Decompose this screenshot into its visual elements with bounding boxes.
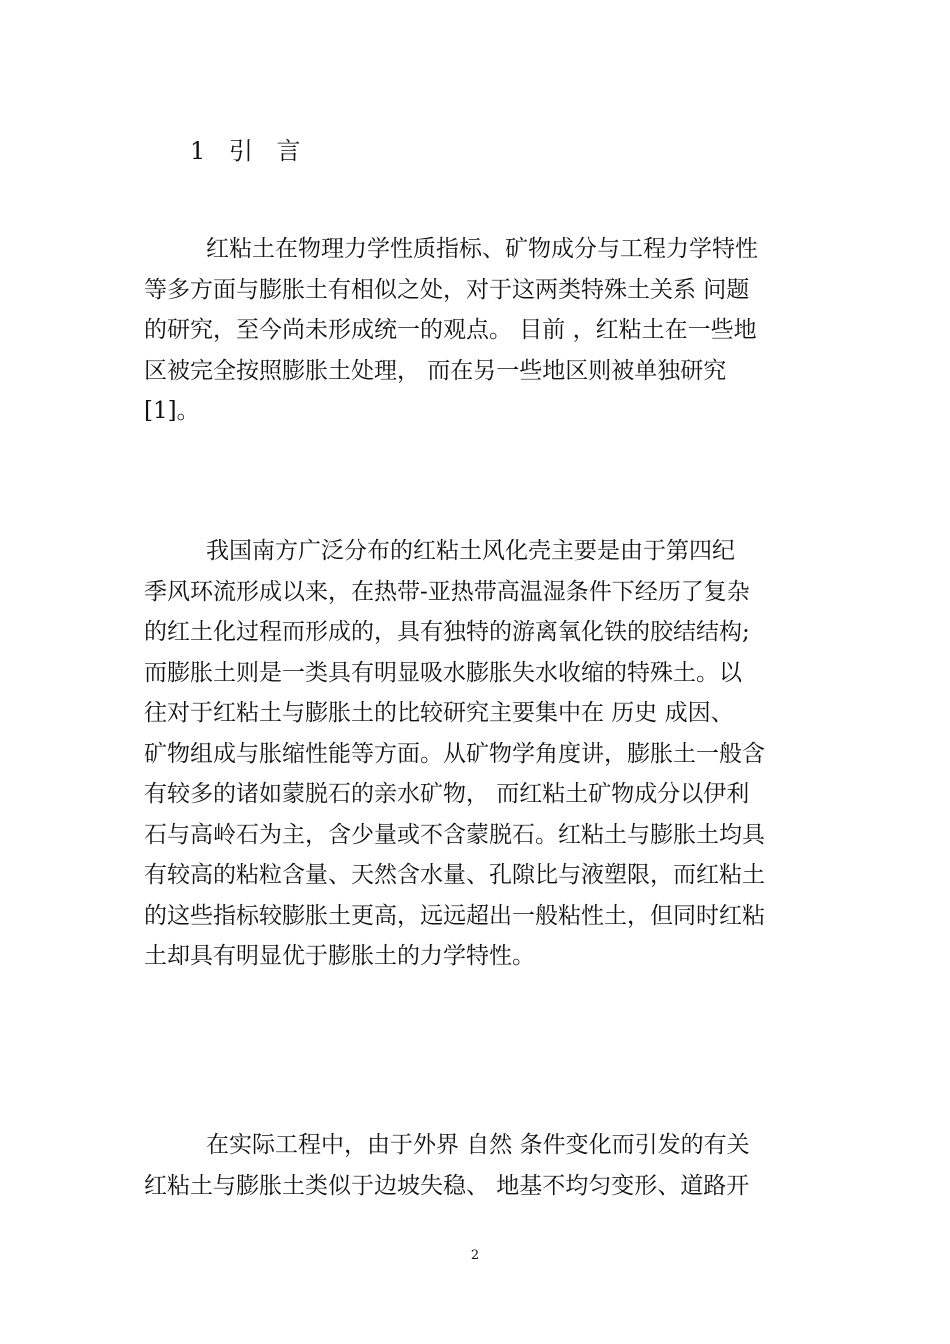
text-line: 的红土化过程而形成的，具有独特的游离氧化铁的胶结结构; <box>144 619 750 645</box>
text-line: 等多方面与膨胀土有相似之处，对于这两类特殊土关系 问题 <box>144 276 750 303</box>
text-line: 矿物组成与胀缩性能等方面。从矿物学角度讲，膨胀土一般含 <box>144 740 765 767</box>
text-line: 有较高的粘粒含量、天然含水量、孔隙比与液塑限，而红粘土 <box>144 862 765 888</box>
text-line: 区被完全按照膨胀土处理， 而在另一些地区则被单独研究 <box>144 357 727 384</box>
text-line: 季风环流形成以来，在热带-亚热带高温湿条件下经历了复杂 <box>144 578 750 605</box>
text-line: 红粘土与膨胀土类似于边坡失稳、 地基不均匀变形、道路开 <box>144 1172 750 1199</box>
text-line: [1]。 <box>144 398 200 424</box>
text-line: 土却具有明显优于膨胀土的力学特性。 <box>144 943 535 969</box>
text-line: 而膨胀土则是一类具有明显吸水膨胀失水收缩的特殊土。以 <box>144 659 742 686</box>
text-line: 往对于红粘土与膨胀土的比较研究主要集中在 历史 成因、 <box>144 700 734 726</box>
text-line: 石与高岭石为主，含少量或不含蒙脱石。红粘土与膨胀土均具 <box>144 821 765 848</box>
text-line: 有较多的诸如蒙脱石的亲水矿物， 而红粘土矿物成分以伊利 <box>144 781 750 807</box>
text-line: 的研究，至今尚未形成统一的观点。 目前 ，红粘土在一些地 <box>144 317 757 343</box>
text-line: 红粘土在物理力学性质指标、矿物成分与工程力学特性 <box>206 236 758 262</box>
section-heading: 1 引 言 <box>190 137 309 165</box>
text-line: 在实际工程中，由于外界 自然 条件变化而引发的有关 <box>206 1132 750 1158</box>
paragraph-1 <box>144 229 812 432</box>
text-line: 我国南方广泛分布的红粘土风化壳主要是由于第四纪 <box>206 538 735 564</box>
page-number: 2 <box>470 1248 480 1263</box>
paragraph-3 <box>144 1125 812 1206</box>
text-line: 的这些指标较膨胀土更高，远远超出一般粘性土，但同时红粘 <box>144 902 765 929</box>
paragraph-2 <box>144 531 812 977</box>
